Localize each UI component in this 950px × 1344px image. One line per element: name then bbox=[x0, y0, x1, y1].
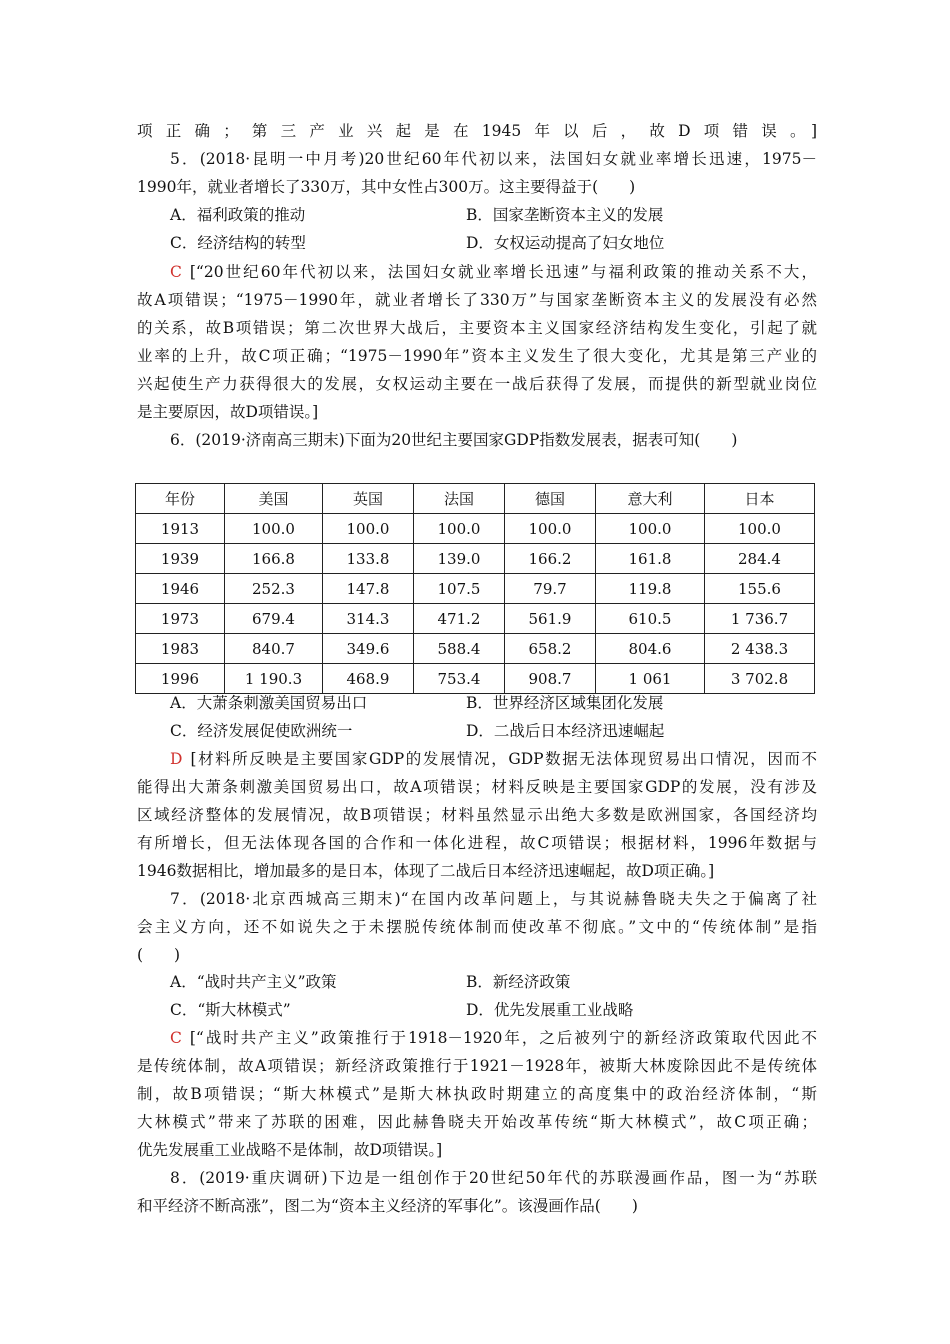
table-row bbox=[136, 604, 815, 634]
q6-option-a: A．大萧条刺激美国贸易出口 bbox=[170, 694, 368, 712]
table-cell: 252.3 bbox=[225, 574, 323, 604]
q6-explanation-line4: 有所增长，但无法体现各国的合作和一体化进程，故C项错误；根据材料，1996年数据与 bbox=[137, 834, 817, 852]
q5-answer: C bbox=[170, 263, 182, 281]
table-header-cell: 法国 bbox=[414, 484, 505, 514]
table-cell: 314.3 bbox=[323, 604, 414, 634]
table-header-row bbox=[136, 484, 815, 514]
table-cell: 1946 bbox=[136, 574, 225, 604]
table-header-cell: 日本 bbox=[705, 484, 815, 514]
q5-explanation-line5: 兴起使生产力获得很大的发展，女权运动主要在一战后获得了发展，而提供的新型就业岗位 bbox=[137, 375, 817, 393]
table-row bbox=[136, 544, 815, 574]
table-header-cell: 美国 bbox=[225, 484, 323, 514]
table-cell: 1 190.3 bbox=[225, 664, 323, 694]
table-cell: 155.6 bbox=[705, 574, 815, 604]
q5-explanation-line2: 故A项错误；“1975－1990年，就业者增长了330万”与国家垄断资本主义的发展没有必然 bbox=[137, 291, 817, 309]
table-cell: 147.8 bbox=[323, 574, 414, 604]
q8-stem-line2: 和平经济不断高涨”，图二为“资本主义经济的军事化”。该漫画作品( ) bbox=[137, 1197, 638, 1215]
q6-option-d: D．二战后日本经济迅速崛起 bbox=[466, 722, 665, 740]
q7-stem-line1: 7．(2018·北京西城高三期末)“在国内改革问题上，与其说赫鲁晓夫失之于偏离了社 bbox=[170, 890, 817, 908]
table-cell: 1983 bbox=[136, 634, 225, 664]
table-cell: 100.0 bbox=[414, 514, 505, 544]
carryover-text: 项正确；第三产业兴起是在1945年以后，故D项错误。] bbox=[137, 122, 817, 140]
table-header-cell: 英国 bbox=[323, 484, 414, 514]
table-cell: 1996 bbox=[136, 664, 225, 694]
q6-option-b: B．世界经济区域集团化发展 bbox=[466, 694, 664, 712]
table-cell: 753.4 bbox=[414, 664, 505, 694]
q7-explanation-line2: 是传统体制，故A项错误；新经济政策推行于1921－1928年，被斯大林废除因此不是传统体 bbox=[137, 1057, 817, 1075]
table-cell: 908.7 bbox=[505, 664, 596, 694]
table-cell: 284.4 bbox=[705, 544, 815, 574]
q6-explanation-line1: D [材料所反映是主要国家GDP的发展情况，GDP数据无法体现贸易出口情况，因而不 bbox=[170, 750, 817, 768]
table-cell: 166.2 bbox=[505, 544, 596, 574]
table-cell: 1 061 bbox=[596, 664, 705, 694]
q5-stem-line1: 5．(2018·昆明一中月考)20世纪60年代初以来，法国妇女就业率增长迅速，1975－ bbox=[170, 150, 817, 168]
q7-explanation-line4: 大林模式”带来了苏联的困难，因此赫鲁晓夫开始改革传统“斯大林模式”，故C项正确； bbox=[137, 1113, 817, 1131]
table-cell: 679.4 bbox=[225, 604, 323, 634]
table-cell: 100.0 bbox=[505, 514, 596, 544]
q5-option-c: C．经济结构的转型 bbox=[170, 234, 306, 252]
q5-explanation-line3: 的关系，故B项错误；第二次世界大战后，主要资本主义国家经济结构发生变化，引起了就 bbox=[137, 319, 817, 337]
table-cell: 139.0 bbox=[414, 544, 505, 574]
table-row bbox=[136, 514, 815, 544]
q7-stem-line3: ( ) bbox=[137, 946, 181, 964]
table-cell: 349.6 bbox=[323, 634, 414, 664]
q7-explanation-line1: C [“战时共产主义”政策推行于1918－1920年，之后被列宁的新经济政策取代因此不 bbox=[170, 1029, 817, 1047]
q7-stem-line2: 会主义方向，还不如说失之于未摆脱传统体制而使改革不彻底。”文中的“传统体制”是指 bbox=[137, 918, 817, 936]
q5-option-a: A．福利政策的推动 bbox=[170, 206, 306, 224]
table-cell: 100.0 bbox=[596, 514, 705, 544]
table-cell: 804.6 bbox=[596, 634, 705, 664]
q5-option-b: B．国家垄断资本主义的发展 bbox=[466, 206, 664, 224]
table-cell: 1973 bbox=[136, 604, 225, 634]
table-cell: 79.7 bbox=[505, 574, 596, 604]
table-header-cell: 意大利 bbox=[596, 484, 705, 514]
table-cell: 658.2 bbox=[505, 634, 596, 664]
table-cell: 471.2 bbox=[414, 604, 505, 634]
q7-explanation-line3: 制，故B项错误；“斯大林模式”是斯大林执政时期建立的高度集中的政治经济体制，“斯 bbox=[137, 1085, 817, 1103]
q7-explanation-line5: 优先发展重工业战略不是体制，故D项错误。] bbox=[137, 1141, 443, 1159]
q5-explanation-line1: C [“20世纪60年代初以来，法国妇女就业率增长迅速”与福利政策的推动关系不大， bbox=[170, 263, 817, 281]
table-cell: 561.9 bbox=[505, 604, 596, 634]
table-cell: 119.8 bbox=[596, 574, 705, 604]
q6-option-c: C．经济发展促使欧洲统一 bbox=[170, 722, 353, 740]
table-cell: 2 438.3 bbox=[705, 634, 815, 664]
table-cell: 161.8 bbox=[596, 544, 705, 574]
q8-stem-line1: 8．(2019·重庆调研)下边是一组创作于20世纪50年代的苏联漫画作品，图一为“苏联 bbox=[170, 1169, 817, 1187]
table-cell: 166.8 bbox=[225, 544, 323, 574]
table-row bbox=[136, 574, 815, 604]
table-cell: 100.0 bbox=[225, 514, 323, 544]
q5-stem-line2: 1990年，就业者增长了330万，其中女性占300万。这主要得益于( ) bbox=[137, 178, 636, 196]
table-cell: 610.5 bbox=[596, 604, 705, 634]
table-cell: 588.4 bbox=[414, 634, 505, 664]
gdp-index-table bbox=[135, 483, 815, 694]
q7-answer: C bbox=[170, 1029, 182, 1047]
q6-explanation-line5: 1946数据相比，增加最多的是日本，体现了二战后日本经济迅速崛起，故D项正确。] bbox=[137, 862, 715, 880]
q7-option-b: B．新经济政策 bbox=[466, 973, 571, 991]
table-cell: 468.9 bbox=[323, 664, 414, 694]
q6-explanation-line2: 能得出大萧条刺激美国贸易出口，故A项错误；材料反映是主要国家GDP的发展，没有涉及 bbox=[137, 778, 817, 796]
q6-explanation-line3: 区域经济整体的发展情况，故B项错误；材料虽然显示出绝大多数是欧洲国家，各国经济均 bbox=[137, 806, 817, 824]
q7-option-a: A．“战时共产主义”政策 bbox=[170, 973, 337, 991]
table-cell: 840.7 bbox=[225, 634, 323, 664]
table-header-cell: 德国 bbox=[505, 484, 596, 514]
table-cell: 1939 bbox=[136, 544, 225, 574]
table-cell: 1 736.7 bbox=[705, 604, 815, 634]
q5-explanation-line6: 是主要原因，故D项错误。] bbox=[137, 403, 319, 421]
table-header-cell: 年份 bbox=[136, 484, 225, 514]
q5-explanation-line4: 业率的上升，故C项正确；“1975－1990年”资本主义发生了很大变化，尤其是第三产业的 bbox=[137, 347, 817, 365]
table-row bbox=[136, 634, 815, 664]
q6-answer: D bbox=[170, 750, 183, 768]
table-cell: 133.8 bbox=[323, 544, 414, 574]
table-cell: 107.5 bbox=[414, 574, 505, 604]
q5-option-d: D．女权运动提高了妇女地位 bbox=[466, 234, 665, 252]
table-cell: 100.0 bbox=[705, 514, 815, 544]
q7-option-d: D．优先发展重工业战略 bbox=[466, 1001, 634, 1019]
table-cell: 100.0 bbox=[323, 514, 414, 544]
q7-option-c: C．“斯大林模式” bbox=[170, 1001, 291, 1019]
table-cell: 1913 bbox=[136, 514, 225, 544]
q6-stem: 6．(2019·济南高三期末)下面为20世纪主要国家GDP指数发展表，据表可知( ) bbox=[170, 431, 738, 449]
table-cell: 3 702.8 bbox=[705, 664, 815, 694]
